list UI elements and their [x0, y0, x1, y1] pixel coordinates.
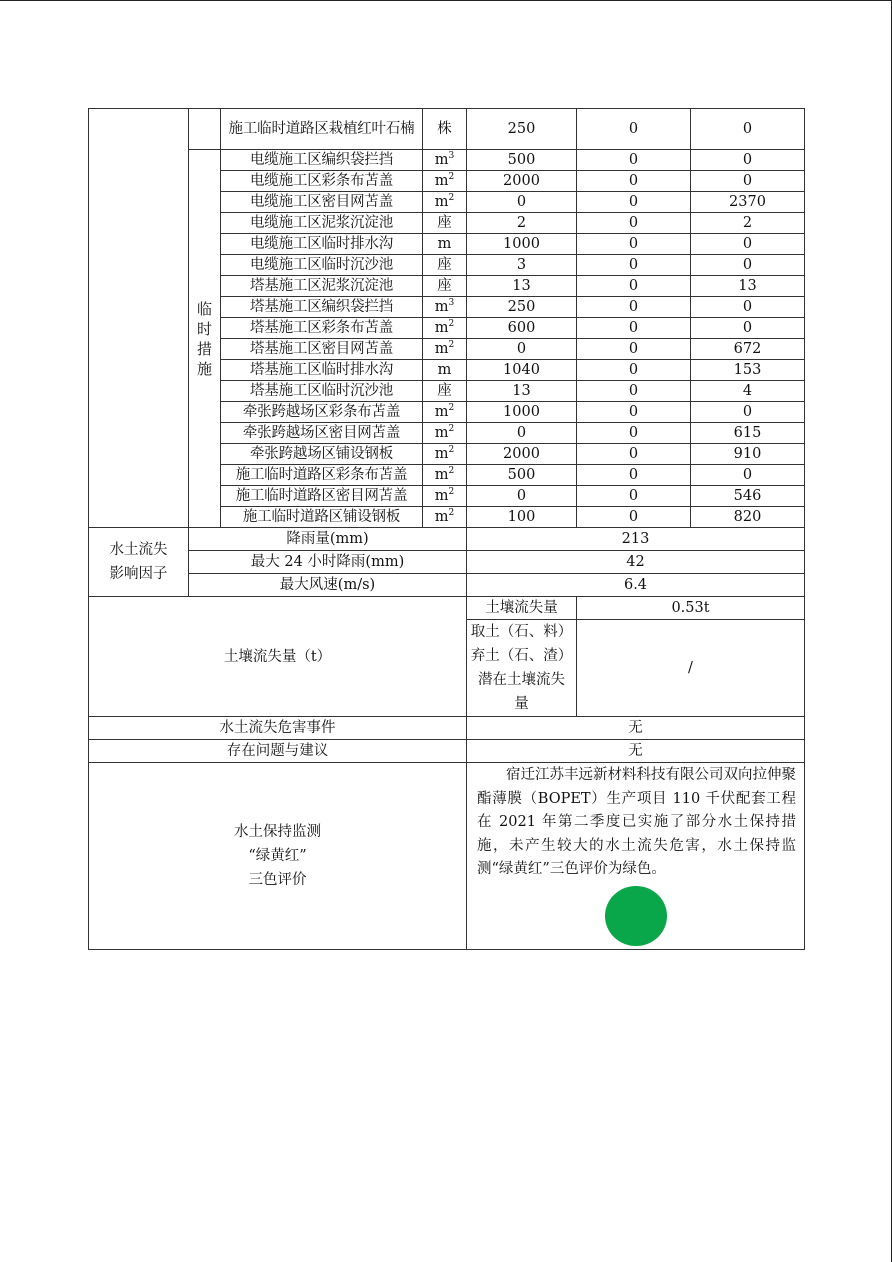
measure-quarter-qty: 0	[577, 486, 691, 507]
factor-value: 42	[467, 551, 805, 574]
measure-quarter-qty: 0	[577, 507, 691, 528]
measure-cumulative-qty: 0	[691, 171, 805, 192]
measure-cumulative-qty: 546	[691, 486, 805, 507]
measure-unit: $m^2$	[423, 486, 467, 507]
factor-name: 降雨量(mm)	[189, 528, 467, 551]
measure-cumulative-qty: 2370	[691, 192, 805, 213]
measure-quarter-qty: 0	[577, 297, 691, 318]
measure-design-qty: 2000	[467, 444, 577, 465]
measure-design-qty: 0	[467, 423, 577, 444]
measure-cumulative-qty: 615	[691, 423, 805, 444]
measure-design-qty: 1040	[467, 360, 577, 381]
table-row	[89, 740, 805, 763]
table-row	[89, 150, 805, 171]
measure-design-qty: 13	[467, 276, 577, 297]
measure-item: 塔基施工区临时沉沙池	[221, 381, 423, 402]
measure-design-qty: 600	[467, 318, 577, 339]
measure-quarter-qty: 0	[577, 402, 691, 423]
measure-quarter-qty: 0	[577, 171, 691, 192]
measure-item: 电缆施工区密目网苫盖	[221, 192, 423, 213]
measure-cumulative-qty: 153	[691, 360, 805, 381]
measure-quarter-qty: 0	[577, 276, 691, 297]
measure-unit: $m^3$	[423, 150, 467, 171]
table-row	[89, 717, 805, 740]
subcategory-cell-continued	[189, 109, 221, 150]
measure-unit: $m^2$	[423, 402, 467, 423]
measure-unit: $m^2$	[423, 465, 467, 486]
measure-design-qty: 3	[467, 255, 577, 276]
evaluation-text: 宿迁江苏丰远新材料科技有限公司双向拉伸聚酯薄膜（BOPET）生产项目 110 千伏配套工程在 2021 年第二季度已实施了部分水土保持措施，未产生较大的水土流失危害，水土保持监测“绿黄红”三色评价为绿色。	[477, 767, 796, 877]
factor-name: 最大风速(m/s)	[189, 574, 467, 597]
measure-item: 电缆施工区彩条布苫盖	[221, 171, 423, 192]
measure-design-qty: 500	[467, 465, 577, 486]
measure-unit: 座	[423, 213, 467, 234]
measure-item: 施工临时道路区彩条布苫盖	[221, 465, 423, 486]
measure-item: 塔基施工区编织袋拦挡	[221, 297, 423, 318]
measure-item: 牵张跨越场区密目网苫盖	[221, 423, 423, 444]
factors-label: 水土流失 影响因子	[89, 528, 189, 597]
measure-unit: 株	[423, 109, 467, 150]
table-row	[89, 551, 805, 574]
measure-quarter-qty: 0	[577, 360, 691, 381]
measure-quarter-qty: 0	[577, 109, 691, 150]
temporary-measures-label: 临 时 措 施	[189, 150, 221, 528]
measure-item: 施工临时道路区栽植红叶石楠	[221, 109, 423, 150]
potential-loss-value: /	[577, 620, 805, 717]
measure-design-qty: 500	[467, 150, 577, 171]
measure-quarter-qty: 0	[577, 339, 691, 360]
measure-item: 牵张跨越场区铺设钢板	[221, 444, 423, 465]
soil-loss-value: 0.53t	[577, 597, 805, 620]
measure-item: 塔基施工区彩条布苫盖	[221, 318, 423, 339]
evaluation-cell	[467, 763, 805, 950]
measure-cumulative-qty: 0	[691, 234, 805, 255]
measure-design-qty: 1000	[467, 402, 577, 423]
measure-unit: $m^2$	[423, 507, 467, 528]
measure-unit: 座	[423, 255, 467, 276]
measure-item: 施工临时道路区密目网苫盖	[221, 486, 423, 507]
measure-item: 塔基施工区临时排水沟	[221, 360, 423, 381]
measure-item: 电缆施工区编织袋拦挡	[221, 150, 423, 171]
measure-unit: 座	[423, 381, 467, 402]
factor-value: 6.4	[467, 574, 805, 597]
soil-loss-label: 土壤流失量（t）	[89, 597, 467, 717]
issues-label: 存在问题与建议	[89, 740, 467, 763]
measure-quarter-qty: 0	[577, 192, 691, 213]
measure-design-qty: 1000	[467, 234, 577, 255]
measure-cumulative-qty: 0	[691, 109, 805, 150]
measure-cumulative-qty: 13	[691, 276, 805, 297]
measure-cumulative-qty: 0	[691, 150, 805, 171]
measure-unit: m	[423, 234, 467, 255]
measure-cumulative-qty: 820	[691, 507, 805, 528]
measure-item: 牵张跨越场区彩条布苫盖	[221, 402, 423, 423]
measure-unit: 座	[423, 276, 467, 297]
measure-unit: $m^2$	[423, 339, 467, 360]
measure-design-qty: 0	[467, 192, 577, 213]
measure-cumulative-qty: 910	[691, 444, 805, 465]
measure-design-qty: 0	[467, 339, 577, 360]
measure-cumulative-qty: 0	[691, 402, 805, 423]
measure-cumulative-qty: 0	[691, 255, 805, 276]
measure-design-qty: 0	[467, 486, 577, 507]
factor-name: 最大 24 小时降雨(mm)	[189, 551, 467, 574]
measure-unit: $m^2$	[423, 423, 467, 444]
measure-item: 塔基施工区密目网苫盖	[221, 339, 423, 360]
page-top-border	[0, 0, 892, 1]
hazard-label: 水土流失危害事件	[89, 717, 467, 740]
measure-quarter-qty: 0	[577, 150, 691, 171]
measure-design-qty: 2000	[467, 171, 577, 192]
evaluation-label: 水土保持监测 “绿黄红” 三色评价	[89, 763, 467, 950]
measure-item: 电缆施工区泥浆沉淀池	[221, 213, 423, 234]
measure-item: 电缆施工区临时沉沙池	[221, 255, 423, 276]
measure-quarter-qty: 0	[577, 465, 691, 486]
measure-item: 施工临时道路区铺设钢板	[221, 507, 423, 528]
factor-value: 213	[467, 528, 805, 551]
measure-unit: $m^2$	[423, 444, 467, 465]
measure-cumulative-qty: 0	[691, 318, 805, 339]
measure-design-qty: 2	[467, 213, 577, 234]
measure-cumulative-qty: 2	[691, 213, 805, 234]
measure-quarter-qty: 0	[577, 444, 691, 465]
measure-item: 电缆施工区临时排水沟	[221, 234, 423, 255]
table-row	[89, 763, 805, 950]
measure-unit: $m^2$	[423, 318, 467, 339]
monitoring-table	[88, 108, 805, 950]
measure-unit: $m^2$	[423, 192, 467, 213]
table-row	[89, 109, 805, 150]
measure-quarter-qty: 0	[577, 318, 691, 339]
measure-unit: $m^2$	[423, 171, 467, 192]
category-cell-continued	[89, 109, 189, 528]
measure-quarter-qty: 0	[577, 213, 691, 234]
measure-cumulative-qty: 0	[691, 465, 805, 486]
measure-quarter-qty: 0	[577, 255, 691, 276]
measure-design-qty: 250	[467, 109, 577, 150]
measure-unit: $m^3$	[423, 297, 467, 318]
potential-loss-label: 取土（石、料） 弃土（石、渣） 潜在土壤流失 量	[467, 620, 577, 717]
measure-cumulative-qty: 672	[691, 339, 805, 360]
issues-value: 无	[467, 740, 805, 763]
hazard-value: 无	[467, 717, 805, 740]
measure-design-qty: 13	[467, 381, 577, 402]
measure-unit: m	[423, 360, 467, 381]
measure-design-qty: 100	[467, 507, 577, 528]
table-row	[89, 574, 805, 597]
measure-quarter-qty: 0	[577, 381, 691, 402]
table-row	[89, 528, 805, 551]
measure-quarter-qty: 0	[577, 423, 691, 444]
table-row	[89, 597, 805, 620]
measure-cumulative-qty: 0	[691, 297, 805, 318]
measure-item: 塔基施工区泥浆沉淀池	[221, 276, 423, 297]
measure-cumulative-qty: 4	[691, 381, 805, 402]
green-rating-indicator	[605, 886, 667, 946]
soil-loss-sublabel: 土壤流失量	[467, 597, 577, 620]
measure-quarter-qty: 0	[577, 234, 691, 255]
measure-design-qty: 250	[467, 297, 577, 318]
